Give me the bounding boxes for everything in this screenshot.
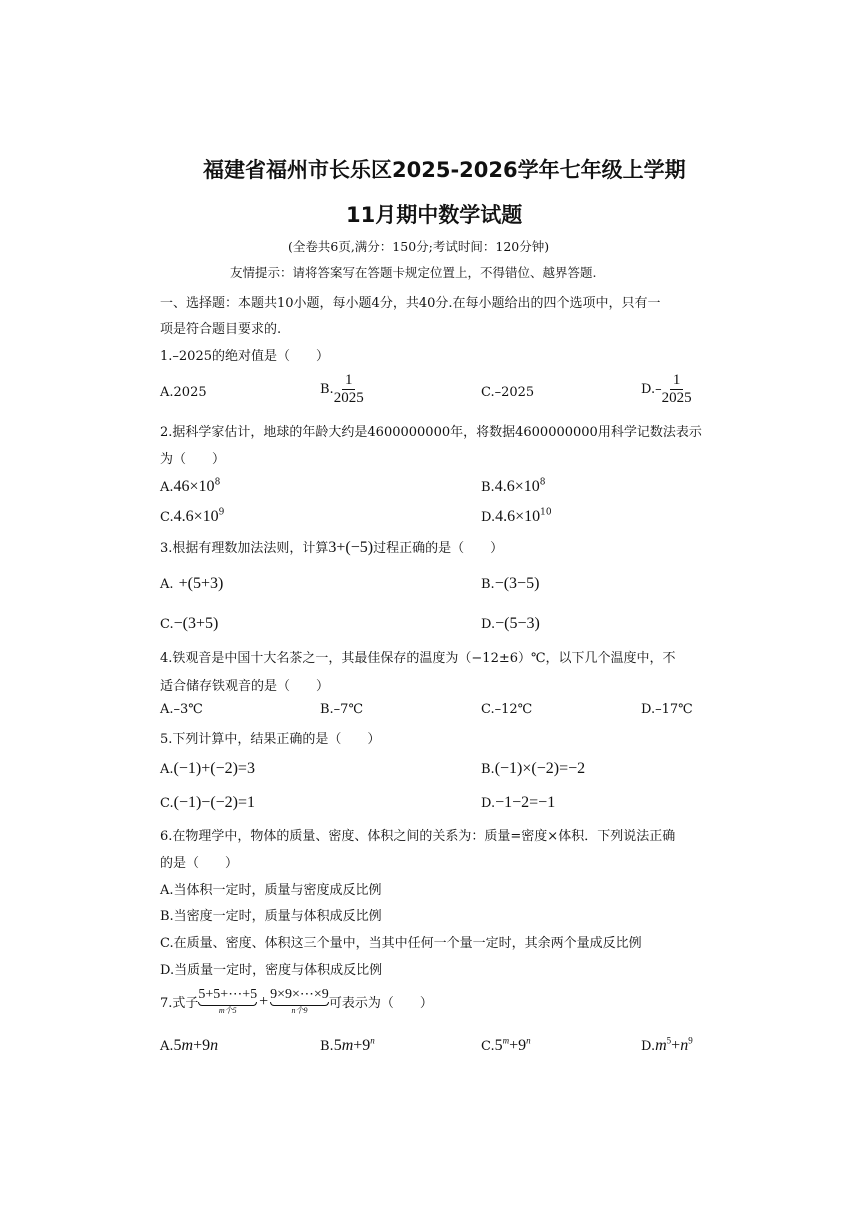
q5-stem: 5.下列计算中，结果正确的是（ ） — [160, 732, 381, 747]
underbrace-label: n个9 — [291, 1006, 308, 1015]
option-prefix: B. — [481, 762, 495, 777]
q4-option-a: A.–3℃ — [160, 702, 203, 717]
option-math: 46×10 — [173, 478, 215, 495]
option-math: 4.6×10 — [173, 508, 219, 525]
option-prefix: B. — [481, 577, 495, 592]
q7-option-d — [641, 1035, 693, 1055]
q6-option-c: C.在质量、密度、体积这三个量中，当其中任何一个量一定时，其余两个量成反比例 — [160, 936, 642, 951]
underbrace-label: m个5 — [218, 1006, 237, 1015]
q1-option-c: C.–2025 — [481, 385, 535, 400]
underbrace-expression: 5+5+⋯+5 — [198, 987, 258, 1002]
underbrace-expression: 9×9×⋯×9 — [270, 987, 329, 1002]
q1-option-d-prefix: D.– — [641, 382, 662, 397]
option-math: (−1)−(−2)=1 — [173, 794, 256, 811]
q1-option-b-fraction — [334, 372, 364, 407]
q3-stem-math: 3+(−5) — [328, 539, 374, 556]
option-prefix: B. — [481, 480, 495, 495]
q1-stem: 1.–2025的绝对值是（ ） — [160, 349, 329, 364]
q3-option-b — [481, 573, 539, 593]
option-prefix: D. — [481, 796, 496, 811]
q5-option-c — [160, 792, 255, 812]
section-intro-line1: 一、选择题：本题共10小题，每小题4分，共40分.在每小题给出的四个选项中，只有一 — [160, 296, 661, 311]
q2-option-c — [160, 506, 224, 526]
fraction-numerator: 1 — [342, 372, 356, 390]
q1-option-d — [641, 372, 692, 407]
q1-option-b-prefix: B. — [320, 382, 334, 397]
q2-option-b — [481, 476, 545, 496]
q7-underbrace-product — [270, 988, 329, 1015]
option-prefix: A. — [160, 1039, 174, 1054]
option-math: $m^5+n^9$ — [655, 1035, 693, 1054]
option-prefix: A. — [160, 577, 174, 592]
q7-stem — [160, 988, 433, 1015]
option-math: −(3+5) — [173, 615, 219, 632]
option-prefix: D. — [481, 510, 496, 525]
option-math: $5^m+9^n$ — [494, 1035, 531, 1054]
q3-option-a — [160, 573, 223, 593]
q5-option-a — [160, 758, 255, 778]
q7-option-b — [320, 1035, 375, 1055]
q6-option-d: D.当质量一定时，密度与体积成反比例 — [160, 963, 383, 978]
option-exponent: 9 — [218, 507, 225, 518]
option-math: (−1)+(−2)=3 — [173, 760, 255, 777]
q7-stem-suffix: 可表示为（ ） — [328, 996, 433, 1011]
option-prefix: D. — [641, 1039, 656, 1054]
fraction-denominator: 2025 — [333, 390, 364, 406]
option-exponent: 10 — [540, 507, 552, 518]
option-prefix: D. — [481, 617, 496, 632]
fraction-denominator: 2025 — [661, 390, 692, 406]
option-prefix: C. — [160, 796, 174, 811]
q6-stem-line1: 6.在物理学中，物体的质量、密度、体积之间的关系为：质量=密度×体积．下列说法正确 — [160, 829, 676, 844]
option-math: 5m+9n — [173, 1037, 219, 1054]
exam-info: (全卷共6页,满分：150分;考试时间：120分钟) — [288, 239, 550, 254]
section-intro-line2: 项是符合题目要求的. — [160, 322, 282, 337]
q2-option-a — [160, 476, 220, 496]
q2-option-d — [481, 506, 552, 526]
q1-option-b — [320, 372, 364, 407]
option-prefix: C. — [160, 617, 174, 632]
option-math: (−1)×(−2)=−2 — [494, 760, 586, 777]
q2-stem-line1: 2.据科学家估计，地球的年龄大约是4600000000年，将数据4600000000用科学记数法表示 — [160, 425, 702, 440]
option-math: −(3−5) — [494, 575, 540, 592]
q4-option-b: B.–7℃ — [320, 702, 363, 717]
option-prefix: C. — [481, 1039, 495, 1054]
option-math: 4.6×10 — [495, 508, 541, 525]
q4-option-c: C.–12℃ — [481, 702, 533, 717]
option-prefix: A. — [160, 762, 174, 777]
q4-stem-line1: 4.铁观音是中国十大名茶之一，其最佳保存的温度为（−12±6）℃，以下几个温度中，不 — [160, 651, 676, 666]
q4-stem-line2: 适合储存铁观音的是（ ） — [160, 679, 330, 694]
q1-option-d-fraction — [662, 372, 692, 407]
fraction-numerator: 1 — [670, 372, 684, 390]
option-exponent: 8 — [539, 477, 546, 488]
exam-title-line1: 福建省福州市长乐区2025-2026学年七年级上学期 — [203, 158, 686, 182]
q3-option-c — [160, 613, 218, 633]
option-math: $5m+9^n$ — [333, 1035, 375, 1054]
option-prefix: C. — [160, 510, 174, 525]
option-prefix: B. — [320, 1039, 334, 1054]
q7-underbrace-sum — [198, 988, 257, 1015]
option-math: +(5+3) — [178, 575, 224, 592]
q3-stem-suffix: 过程正确的是（ ） — [373, 541, 504, 556]
q6-option-b: B.当密度一定时，质量与体积成反比例 — [160, 909, 382, 924]
option-math: −(5−3) — [495, 615, 540, 632]
q3-stem — [160, 537, 503, 557]
option-math: 4.6×10 — [494, 478, 540, 495]
q6-option-a: A.当体积一定时，质量与密度成反比例 — [160, 883, 382, 898]
option-prefix: A. — [160, 480, 174, 495]
q6-stem-line2: 的是（ ） — [160, 856, 239, 871]
q3-stem-prefix: 3.根据有理数加法法则，计算 — [160, 541, 329, 556]
q7-option-a — [160, 1035, 218, 1055]
option-math: −1−2=−1 — [495, 794, 556, 811]
q7-stem-prefix: 7.式子 — [160, 996, 199, 1011]
q2-stem-line2: 为（ ） — [160, 452, 226, 467]
q5-option-d — [481, 792, 555, 812]
q3-option-d — [481, 613, 540, 633]
exam-title-line2: 11月期中数学试题 — [346, 203, 523, 227]
q7-plus-sign: + — [259, 992, 269, 1010]
q5-option-b — [481, 758, 585, 778]
exam-tip: 友情提示：请将答案写在答题卡规定位置上，不得错位、越界答题. — [230, 265, 597, 280]
q1-option-a: A.2025 — [160, 385, 207, 400]
q4-option-d: D.–17℃ — [641, 702, 693, 717]
q7-option-c — [481, 1035, 531, 1055]
option-exponent: 8 — [214, 477, 221, 488]
